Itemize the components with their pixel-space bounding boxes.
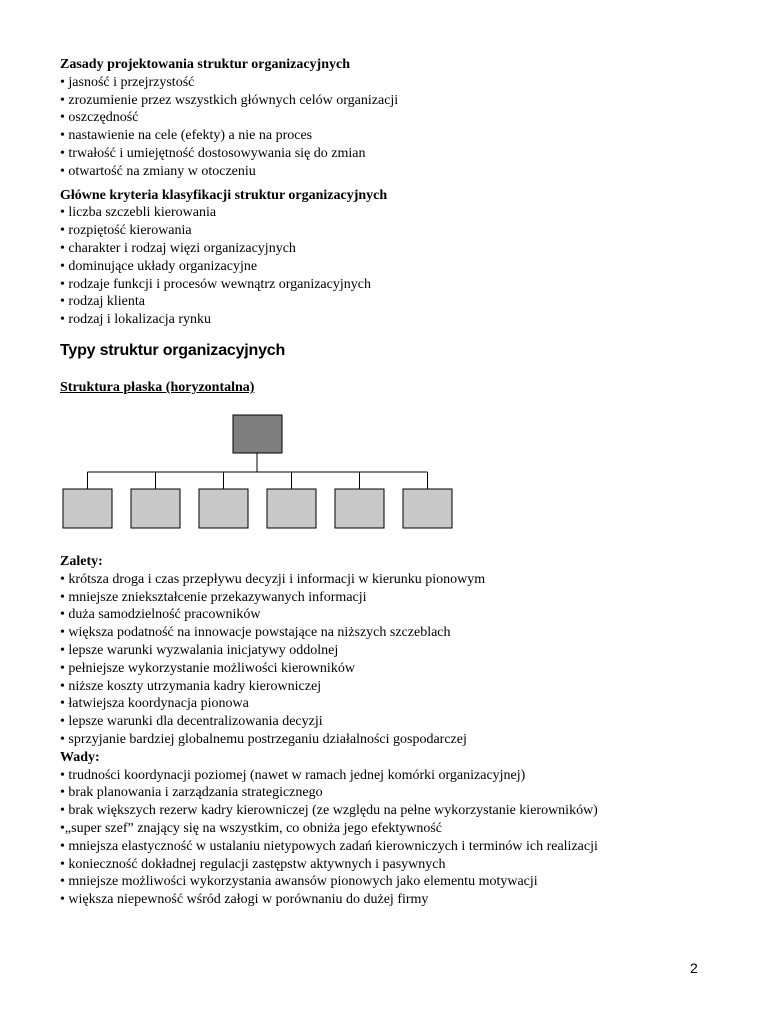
document-body bbox=[60, 56, 720, 396]
list-item: • brak planowania i zarządzania strategicznego bbox=[60, 785, 323, 801]
list-item: • mniejsza elastyczność w ustalaniu nietypowych zadań kierowniczych i terminów ich realizacji bbox=[60, 838, 598, 854]
list-item: • lepsze warunki wyzwalania inicjatywy oddolnej bbox=[60, 642, 339, 658]
subordinate-box bbox=[267, 489, 316, 528]
list-item: • łatwiejsza koordynacja pionowa bbox=[60, 696, 249, 712]
disadvantages-title: Wady: bbox=[60, 749, 100, 765]
list-item: • krótsza droga i czas przepływu decyzji i informacji w kierunku pionowym bbox=[60, 571, 486, 587]
list-item: • rodzaj klienta bbox=[60, 294, 145, 310]
list-item: • liczba szczebli kierowania bbox=[60, 205, 217, 221]
list-item: • brak większych rezerw kadry kierowniczej (ze względu na pełne wykorzystanie kierowników) bbox=[60, 803, 598, 819]
list-item: • trudności koordynacji poziomej (nawet w ramach jednej komórki organizacyjnej) bbox=[60, 767, 526, 783]
list-item: • mniejsze możliwości wykorzystania awansów pionowych jako elementu motywacji bbox=[60, 874, 538, 890]
disadvantages-list bbox=[60, 767, 720, 909]
list-item: • większa podatność na innowacje powstające na niższych szczeblach bbox=[60, 625, 451, 641]
subordinate-box bbox=[131, 489, 180, 528]
list-item: • dominujące układy organizacyjne bbox=[60, 258, 258, 274]
advantages-title: Zalety: bbox=[60, 554, 103, 569]
list-item: • duża samodzielność pracowników bbox=[60, 607, 261, 623]
list-item: • oszczędność bbox=[60, 110, 139, 126]
list-item: •„super szef” znający się na wszystkim, co obniża jego efektywność bbox=[60, 820, 442, 836]
section2-list bbox=[60, 204, 720, 329]
section2-title: Główne kryteria klasyfikacji struktur organizacyjnych bbox=[60, 187, 388, 203]
list-item: • większa niepewność wśród załogi w porównaniu do dużej firmy bbox=[60, 892, 429, 908]
list-item: • rodzaj i lokalizacja rynku bbox=[60, 312, 212, 328]
pros-cons-section bbox=[60, 553, 720, 909]
list-item: • trwałość i umiejętność dostosowywania się do zmian bbox=[60, 145, 366, 161]
list-item: • jasność i przejrzystość bbox=[60, 74, 195, 90]
list-item: • zrozumienie przez wszystkich głównych celów organizacji bbox=[60, 92, 399, 108]
advantages-list bbox=[60, 571, 720, 749]
section1-title: Zasady projektowania struktur organizacyjnych bbox=[60, 57, 351, 72]
list-item: • pełniejsze wykorzystanie możliwości kierowników bbox=[60, 660, 355, 676]
list-item: • nastawienie na cele (efekty) a nie na proces bbox=[60, 128, 313, 144]
flat-structure-heading: Struktura płaska (horyzontalna) bbox=[60, 379, 255, 395]
section1-list bbox=[60, 74, 720, 181]
subordinate-box bbox=[199, 489, 248, 528]
list-item: • rozpiętość kierowania bbox=[60, 223, 192, 239]
subordinate-box bbox=[403, 489, 452, 528]
list-item: • charakter i rodzaj więzi organizacyjnych bbox=[60, 240, 296, 256]
list-item: • konieczność dokładnej regulacji zastępstw aktywnych i pasywnych bbox=[60, 856, 446, 872]
manager-box bbox=[233, 415, 282, 453]
list-item: • sprzyjanie bardziej globalnemu postrzeganiu działalności gospodarczej bbox=[60, 731, 467, 747]
flat-structure-diagram bbox=[60, 411, 460, 531]
subordinate-box bbox=[335, 489, 384, 528]
list-item: • mniejsze zniekształcenie przekazywanych informacji bbox=[60, 589, 367, 605]
types-heading: Typy struktur organizacyjnych bbox=[60, 341, 286, 359]
list-item: • rodzaje funkcji i procesów wewnątrz organizacyjnych bbox=[60, 276, 371, 292]
subordinate-boxes bbox=[63, 472, 452, 528]
list-item: • niższe koszty utrzymania kadry kierowniczej bbox=[60, 678, 322, 694]
subordinate-box bbox=[63, 489, 112, 528]
page-number: 2 bbox=[690, 960, 698, 976]
list-item: • otwartość na zmiany w otoczeniu bbox=[60, 163, 256, 179]
list-item: • lepsze warunki dla decentralizowania decyzji bbox=[60, 714, 323, 730]
